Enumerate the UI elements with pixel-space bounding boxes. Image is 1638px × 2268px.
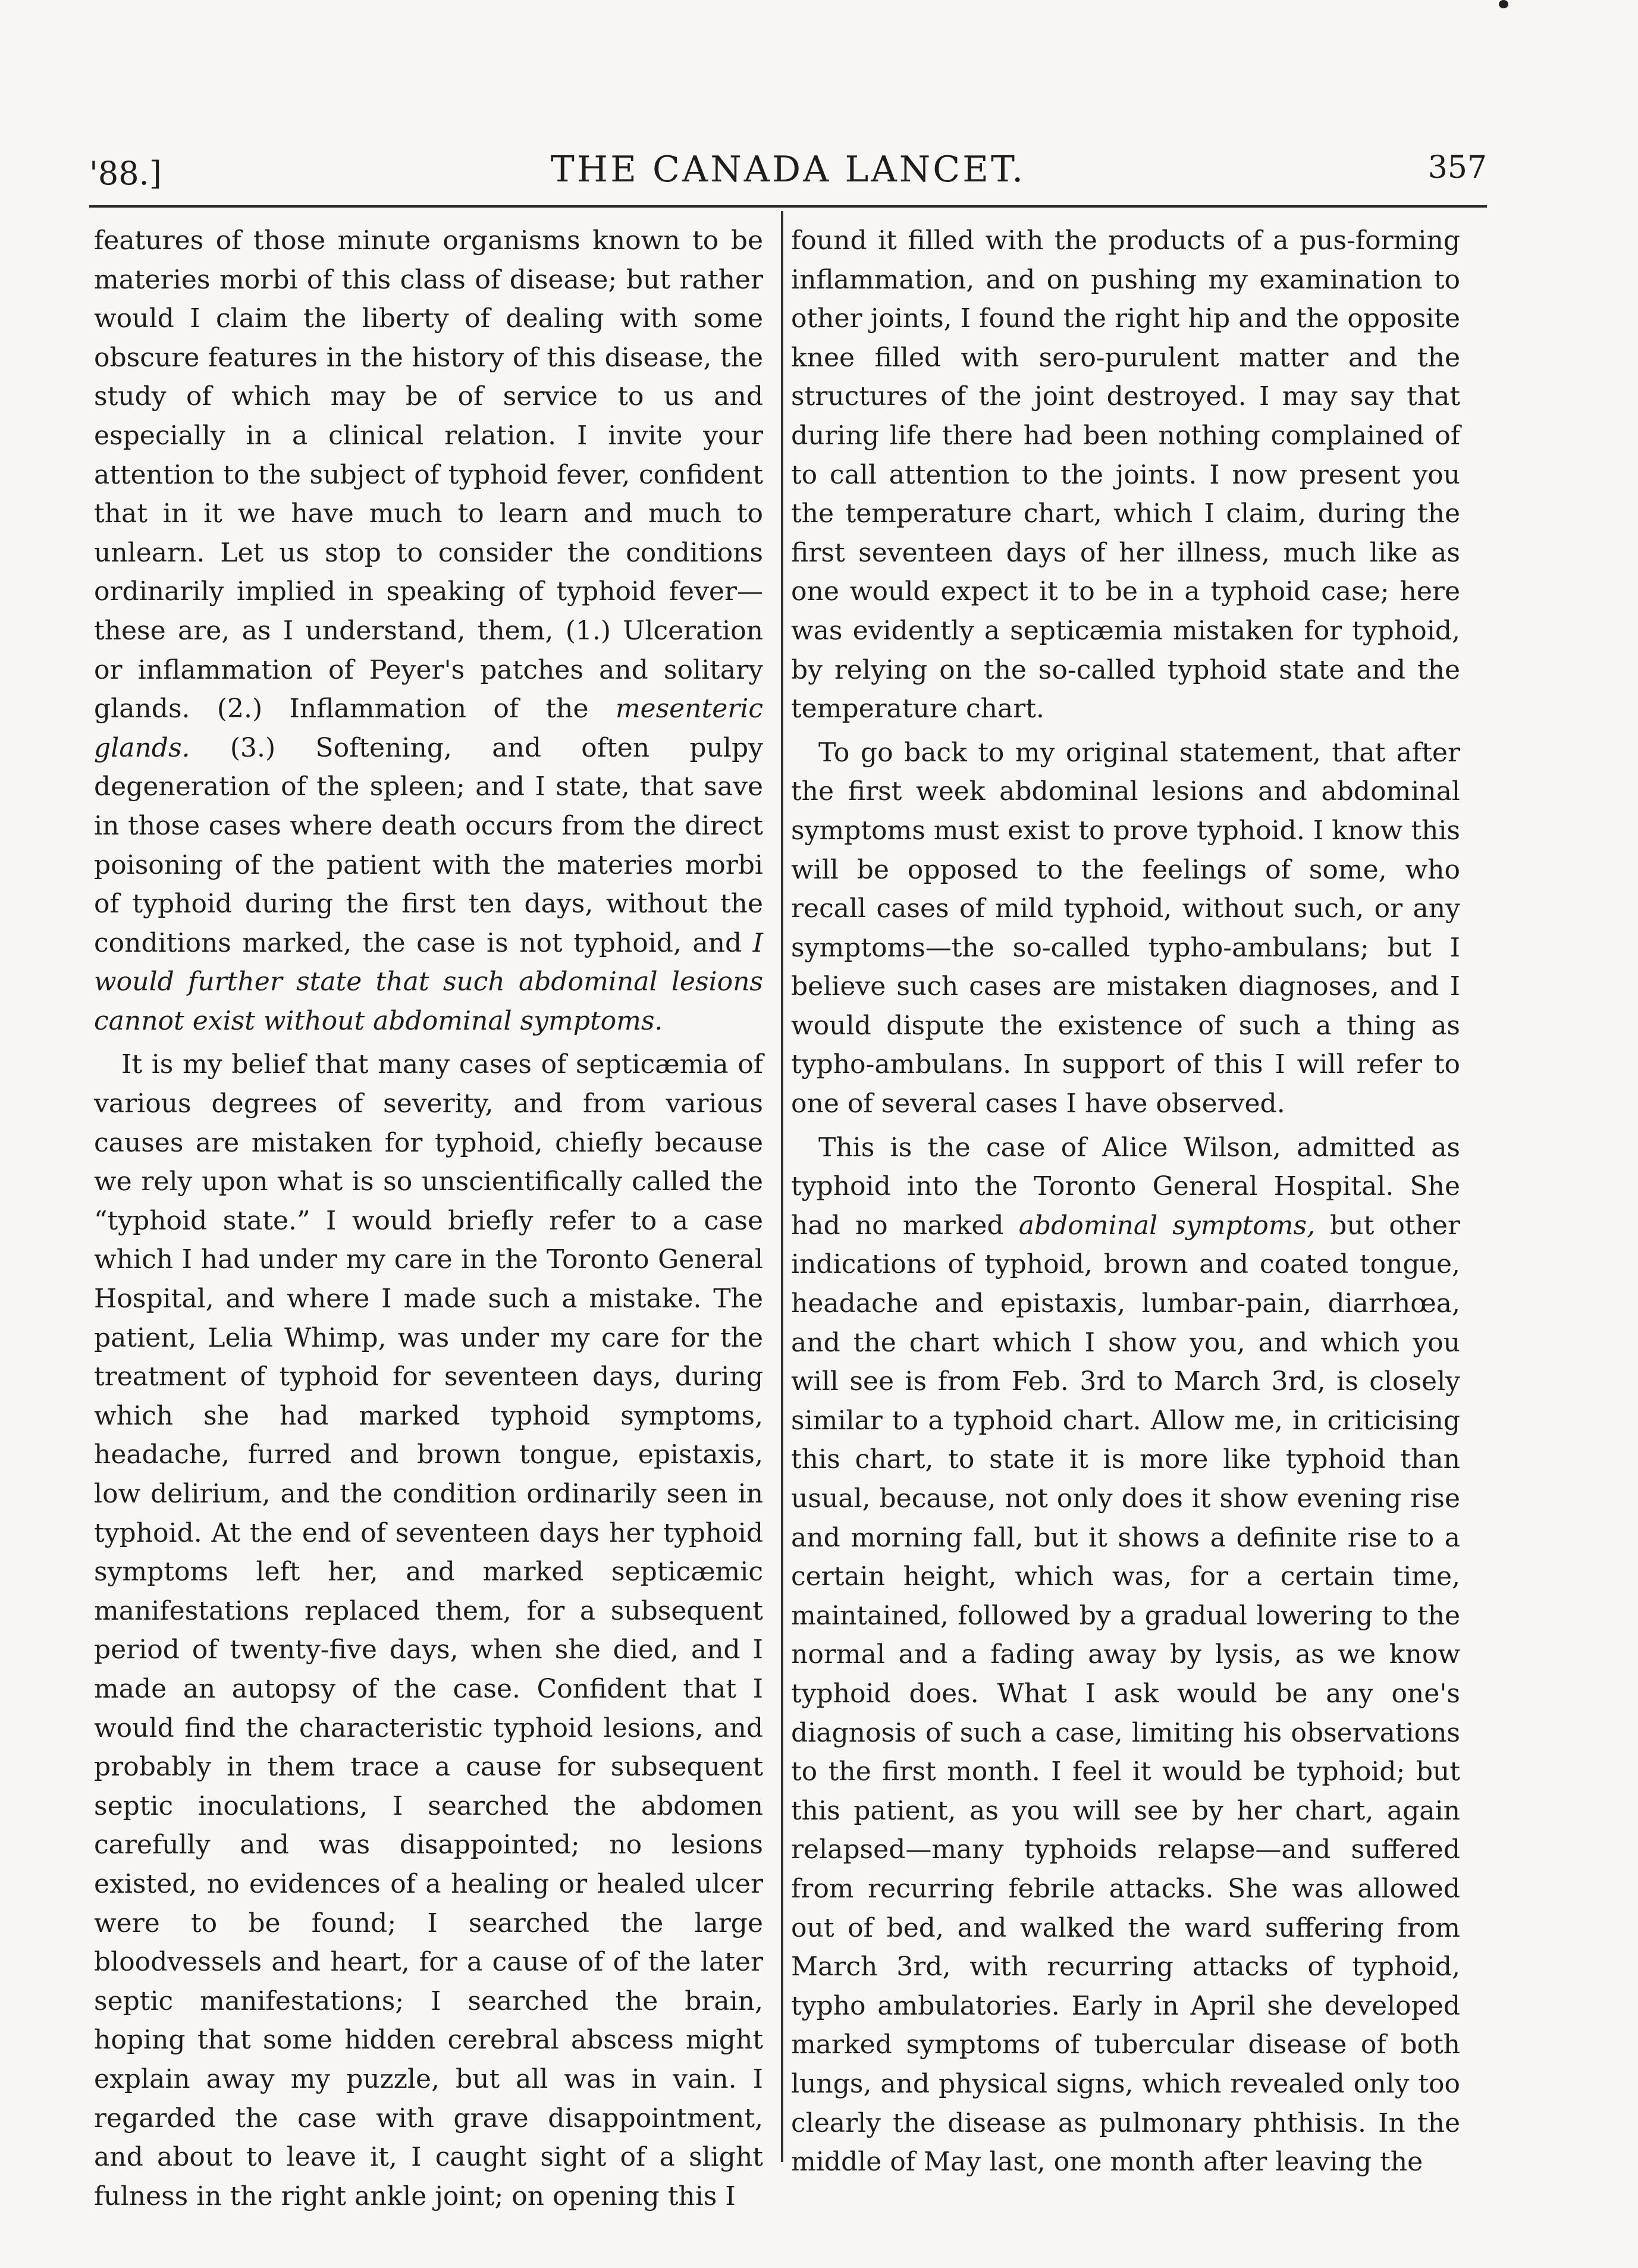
journal-title: THE CANADA LANCET. [550, 149, 1026, 190]
volume-year: '88.] [89, 155, 162, 192]
paragraph: This is the case of Alice Wilson, admitted as typhoid into the Toronto General Hospital. She had no marked abdominal symptoms, but other indications of typhoid, brown and coated tongue, headache and epistaxis, lumbar-pain, diarrhœa, and the chart which I show you, and which you will see is from Feb. 3rd to March 3rd, is closely similar to a typhoid chart. Allow me, in criticising this chart, to state it is more like typhoid than usual, because, not only does it show evening rise and morning fall, but it shows a definite rise to a certain height, which was, for a certain time, maintained, followed by a gradual lowering to the normal and a fading away by lysis, as we know typhoid does. What I ask would be any one's diagnosis of such a case, limiting his observations to the first month. I feel it would be typhoid; but this patient, as you will see by her chart, again relapsed—many typhoids relapse—and suffered from recurring febrile attacks. She was allowed out of bed, and walked the ward suffering from March 3rd, with recurring attacks of typhoid, typho ambulatories. Early in April she developed marked symptoms of tubercular disease of both lungs, and physical signs, which revealed only too clearly the disease as pulmonary phthisis. In the middle of May last, one month after leaving the [791, 1132, 1461, 2178]
running-header [89, 143, 1487, 196]
paragraph: To go back to my original statement, that after the first week abdominal lesions and abdominal symptoms must exist to prove typhoid. I know this will be opposed to the feelings of some, who recall cases of mild typhoid, without such, or any symptoms—the so-called typho-ambulans; but I believe such cases are mistaken diagnoses, and I would dispute the existence of such a thing as typho-ambulans. In support of this I will refer to one of several cases I have observed. [791, 737, 1460, 1119]
paragraph: found it filled with the products of a pus-forming inflammation, and on pushing my examination to other joints, I found the right hip and the opposite knee filled with sero-purulent matter and the structures of the joint destroyed. I may say that during life there had been nothing complained of to call attention to the joints. I now present you the temperature chart, which I claim, during the first seventeen days of her illness, much like as one would expect it to be in a typhoid case; here was evidently a septicæmia mistaken for typhoid, by relying on the so-called typhoid state and the temperature chart. [791, 225, 1460, 724]
left-column [94, 221, 763, 2211]
paragraph: features of those minute organisms known to be materies morbi of this class of disease; but rather would I claim the liberty of dealing with some obscure features in the history of this disease, the study of which may be of service to us and especially in a clinical relation. I invite your attention to the subject of typhoid fever, confident that in it we have much to learn and much to unlearn. Let us stop to consider the conditions ordinarily implied in speaking of typhoid fever—these are, as I understand, them, (1.) Ulceration or inflammation of Peyer's patches and solitary glands. (2.) Inflammation of the mesenteric glands. (3.) Softening, and often pulpy degeneration of the spleen; and I state, that save in those cases where death occurs from the direct poisoning of the patient with the materies morbi of typhoid during the first ten days, without the conditions marked, the case is not typhoid, and I would further state that such abdominal lesions cannot exist without abdominal symptoms. [94, 225, 763, 1036]
ink-dot [1499, 0, 1508, 8]
right-column [791, 221, 1461, 2178]
column-divider [781, 211, 783, 2162]
page-number: 357 [1427, 150, 1487, 186]
header-rule [89, 205, 1487, 208]
paragraph: It is my belief that many cases of septicæmia of various degrees of severity, and from various causes are mistaken for typhoid, chiefly because we rely upon what is so unscientifically called the “typhoid state.” I would briefly refer to a case which I had under my care in the Toronto General Hospital, and where I made such a mistake. The patient, Lelia Whimp, was under my care for the treatment of typhoid for seventeen days, during which she had marked typhoid symptoms, headache, furred and brown tongue, epistaxis, low delirium, and the condition ordinarily seen in typhoid. At the end of seventeen days her typhoid symptoms left her, and marked septicæmic manifestations replaced them, for a subsequent period of twenty-five days, when she died, and I made an autopsy of the case. Confident that I would find the characteristic typhoid lesions, and probably in them trace a cause for subsequent septic inoculations, I searched the abdomen carefully and was disappointed; no lesions existed, no evidences of a healing or healed ulcer were to be found; I searched the large bloodvessels and heart, for a cause of of the later septic manifestations; I searched the brain, hoping that some hidden cerebral abscess might explain away my puzzle, but all was in vain. I regarded the case with grave disappointment, and about to leave it, I caught sight of a slight fulness in the right ankle joint; on opening this I [94, 1049, 763, 2211]
